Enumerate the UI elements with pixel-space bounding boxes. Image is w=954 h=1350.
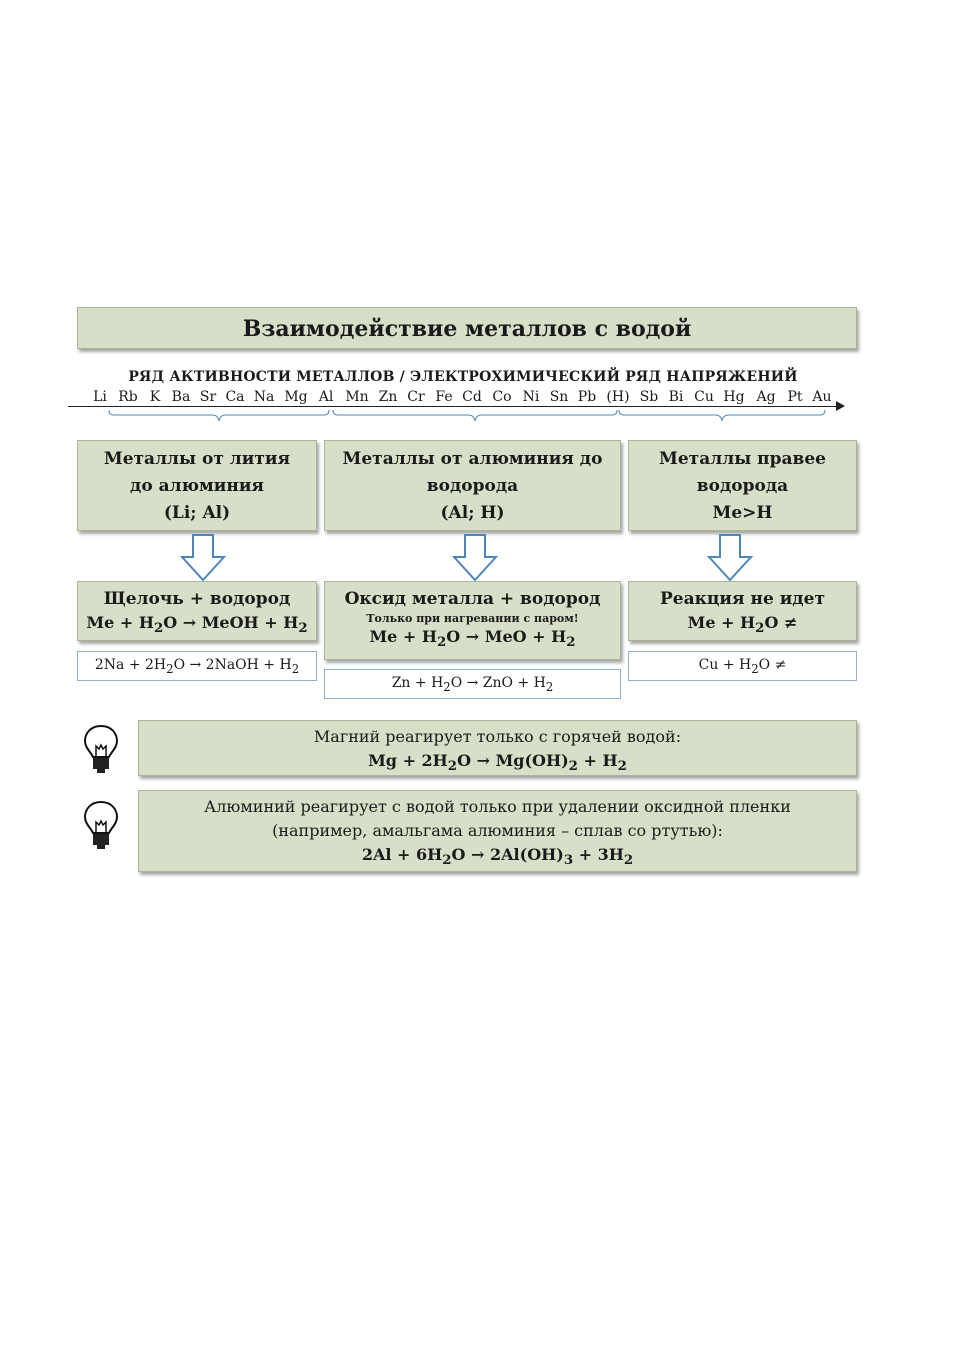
lightbulb-icon <box>82 724 120 774</box>
metal-symbol: Bi <box>668 389 684 405</box>
metal-symbol: Rb <box>118 389 138 405</box>
tip-aluminium <box>138 790 857 872</box>
metal-symbol: Au <box>812 389 832 405</box>
category-line: водорода <box>696 476 789 496</box>
metal-symbol: Al <box>318 389 334 405</box>
category-line: до алюминия <box>129 476 264 496</box>
example-equation: $2Na + 2H_2O$ → 2NaOH + $H_2$ <box>77 651 317 681</box>
category-box-al-h <box>324 440 621 531</box>
metal-symbol: Zn <box>378 389 398 405</box>
category-range: Me>H <box>712 503 773 523</box>
down-arrow-icon <box>180 534 226 582</box>
metal-symbol: Mn <box>345 389 369 405</box>
tip-equation: $2Al + 6H_2O \to 2Al(OH)_3 + 3H_2$ <box>361 845 634 869</box>
down-arrow-icon <box>452 534 498 582</box>
metal-symbol: Co <box>492 389 512 405</box>
example-equation: $Cu + H_2O$ ≠ <box>628 651 857 681</box>
metal-symbol: Li <box>93 389 107 405</box>
metal-symbol: Ag <box>756 389 776 405</box>
result-equation: $Me + H_2O$ → MeO + $H_2$ <box>369 627 576 651</box>
metal-symbol: Cu <box>694 389 714 405</box>
brace-group-1 <box>108 409 330 425</box>
metal-symbol: Fe <box>435 389 453 405</box>
tip-text: (например, амальгама алюминия – сплав со ртутью): <box>272 821 723 840</box>
category-box-right-of-h <box>628 440 857 531</box>
metal-symbol: Ca <box>225 389 245 405</box>
metal-symbol: Sb <box>639 389 659 405</box>
example-equation: $Zn + H_2O$ → ZnO + $H_2$ <box>324 669 621 699</box>
result-title: Оксид металла + водород <box>344 589 601 609</box>
tip-equation: $Mg + 2H_2O \to Mg(OH)_2 + H_2$ <box>368 751 627 775</box>
activity-series-label: РЯД АКТИВНОСТИ МЕТАЛЛОВ / ЭЛЕКТРОХИМИЧЕСКИЙ РЯД НАПРЯЖЕНИЙ <box>128 369 798 385</box>
result-box-oxide <box>324 581 621 660</box>
lightbulb-icon <box>82 800 120 850</box>
category-line: Металлы от лития <box>103 449 291 469</box>
page-title: Взаимодействие металлов с водой <box>77 307 857 349</box>
series-axis-arrowhead <box>836 401 845 411</box>
series-axis-line <box>68 406 838 407</box>
metal-symbol: Cr <box>407 389 425 405</box>
metal-symbol: Ni <box>522 389 540 405</box>
metal-symbol: (H) <box>606 389 630 405</box>
category-box-li-al <box>77 440 317 531</box>
category-line: водорода <box>426 476 519 496</box>
metal-symbol: K <box>149 389 161 405</box>
category-line: Металлы от алюминия до <box>342 449 603 469</box>
activity-series <box>70 389 840 407</box>
metal-symbol: Na <box>253 389 275 405</box>
metal-symbol: Pb <box>577 389 597 405</box>
metal-symbol: Pt <box>787 389 803 405</box>
metal-symbol: Sr <box>199 389 217 405</box>
metal-symbol: Hg <box>723 389 745 405</box>
category-line: Металлы правее <box>659 449 826 469</box>
result-note: Только при нагревании с паром! <box>366 612 579 625</box>
metal-symbol: Mg <box>284 389 308 405</box>
result-title: Реакция не идет <box>659 589 825 609</box>
result-box-alkali <box>77 581 317 641</box>
metal-symbol: Ba <box>171 389 191 405</box>
brace-group-2 <box>332 409 618 425</box>
result-box-no-reaction <box>628 581 857 641</box>
brace-group-3 <box>618 409 826 425</box>
result-equation: $Me + H_2O$ → MeOH + $H_2$ <box>86 613 308 637</box>
tip-text: Алюминий реагирует с водой только при удалении оксидной пленки <box>204 797 791 816</box>
category-range: (Li; Al) <box>163 503 231 523</box>
down-arrow-icon <box>707 534 753 582</box>
metal-symbol: Sn <box>549 389 569 405</box>
result-title: Щелочь + водород <box>103 589 291 609</box>
tip-text: Магний реагирует только с горячей водой: <box>313 727 682 746</box>
tip-magnesium <box>138 720 857 776</box>
result-equation: $Me + H_2O$ ≠ <box>687 613 798 637</box>
metal-symbol: Cd <box>462 389 482 405</box>
category-range: (Al; H) <box>440 503 505 523</box>
